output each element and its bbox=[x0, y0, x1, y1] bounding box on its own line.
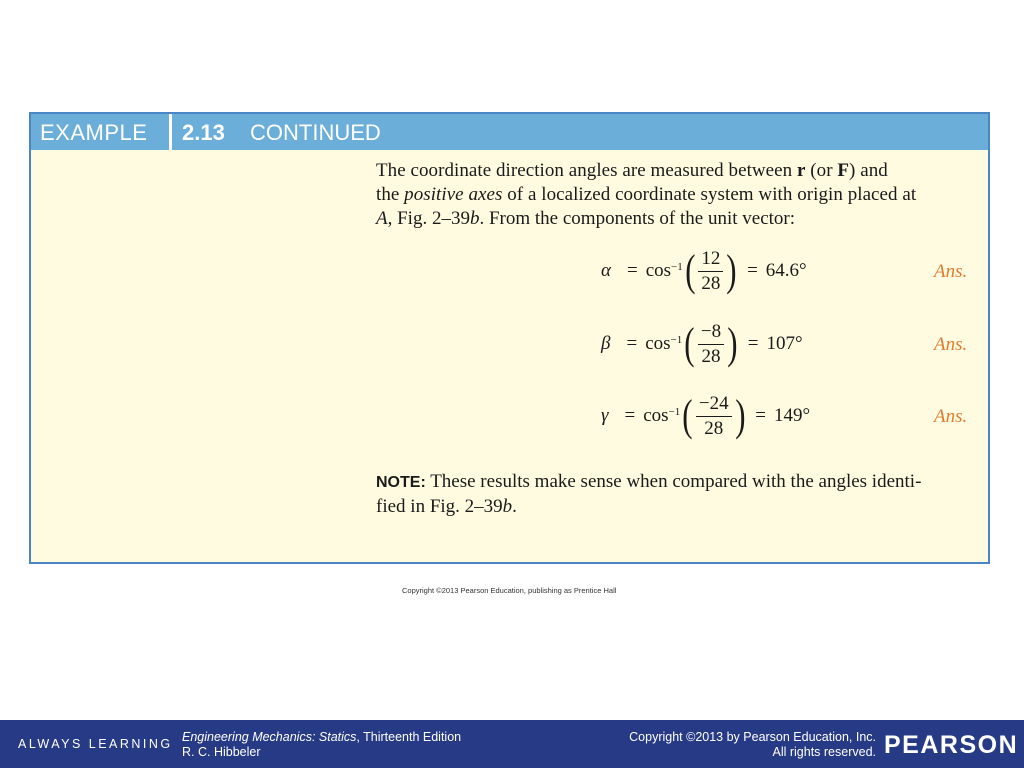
fraction bbox=[698, 249, 723, 294]
always-learning-tagline: ALWAYS LEARNING bbox=[18, 737, 173, 751]
equals-sign: = bbox=[624, 405, 636, 426]
cos-function: cos bbox=[643, 405, 669, 426]
equation-alpha bbox=[601, 244, 807, 298]
fraction bbox=[698, 322, 724, 367]
equals-sign: = bbox=[626, 333, 638, 354]
pearson-logo: PEARSON bbox=[884, 731, 1019, 759]
right-paren: ) bbox=[727, 319, 738, 368]
inverse-exponent: −1 bbox=[668, 406, 681, 418]
footer-bar bbox=[0, 720, 1024, 768]
result-value: 107° bbox=[766, 333, 803, 354]
left-paren: ( bbox=[684, 319, 695, 368]
example-number: 2.13 bbox=[182, 120, 225, 145]
header-divider bbox=[169, 114, 172, 150]
ans-label: Ans. bbox=[934, 406, 968, 427]
book-title: Engineering Mechanics: Statics bbox=[182, 730, 357, 744]
alpha-symbol: α bbox=[601, 260, 611, 281]
equals-sign: = bbox=[747, 260, 758, 281]
cos-function: cos bbox=[645, 333, 671, 354]
intro-line-2: the positive axes of a localized coordinate system with origin placed at bbox=[376, 184, 917, 205]
note-paragraph bbox=[376, 470, 976, 519]
denominator: 28 bbox=[701, 272, 721, 294]
example-label: EXAMPLE bbox=[40, 120, 148, 145]
book-author: R. C. Hibbeler bbox=[182, 745, 261, 759]
result-value: 149° bbox=[774, 405, 811, 426]
equation-beta bbox=[601, 317, 803, 371]
left-paren: ( bbox=[682, 391, 693, 440]
ans-label: Ans. bbox=[934, 334, 968, 355]
inverse-exponent: −1 bbox=[671, 261, 683, 273]
intro-paragraph bbox=[376, 159, 976, 231]
equals-sign: = bbox=[626, 260, 638, 281]
equation-gamma bbox=[601, 389, 810, 443]
equals-sign: = bbox=[747, 333, 759, 354]
equals-sign: = bbox=[755, 405, 767, 426]
book-edition: , Thirteenth Edition bbox=[356, 730, 462, 744]
inverse-exponent: −1 bbox=[670, 334, 683, 346]
numerator: −24 bbox=[696, 394, 732, 417]
example-header bbox=[31, 114, 988, 150]
note-line-1: NOTE: These results make sense when compared with the angles identi- bbox=[376, 471, 922, 492]
book-citation bbox=[182, 730, 461, 760]
denominator: 28 bbox=[701, 345, 721, 367]
intro-line-1: The coordinate direction angles are measured between r (or F) and bbox=[376, 160, 888, 181]
footer-copyright: Copyright ©2013 by Pearson Education, Inc. All rights reserved. bbox=[629, 730, 876, 759]
numerator: −8 bbox=[698, 322, 724, 345]
denominator: 28 bbox=[704, 417, 724, 439]
right-paren: ) bbox=[734, 391, 746, 440]
note-label: NOTE: bbox=[376, 474, 426, 491]
left-paren: ( bbox=[684, 246, 696, 295]
gamma-symbol: γ bbox=[601, 405, 609, 426]
slide-copyright: Copyright ©2013 Pearson Education, publishing as Prentice Hall bbox=[402, 586, 617, 595]
numerator: 12 bbox=[698, 249, 723, 272]
intro-line-3: A, Fig. 2–39b. From the components of the unit vector: bbox=[376, 208, 796, 229]
ans-label: Ans. bbox=[934, 261, 968, 282]
result-value: 64.6° bbox=[765, 260, 807, 281]
continued-label: CONTINUED bbox=[250, 120, 381, 145]
fraction bbox=[696, 394, 732, 439]
example-box bbox=[29, 112, 990, 564]
note-line-2: fied in Fig. 2–39b. bbox=[376, 496, 517, 517]
right-paren: ) bbox=[726, 246, 737, 295]
beta-symbol: β bbox=[601, 333, 611, 354]
cos-function: cos bbox=[645, 260, 672, 281]
